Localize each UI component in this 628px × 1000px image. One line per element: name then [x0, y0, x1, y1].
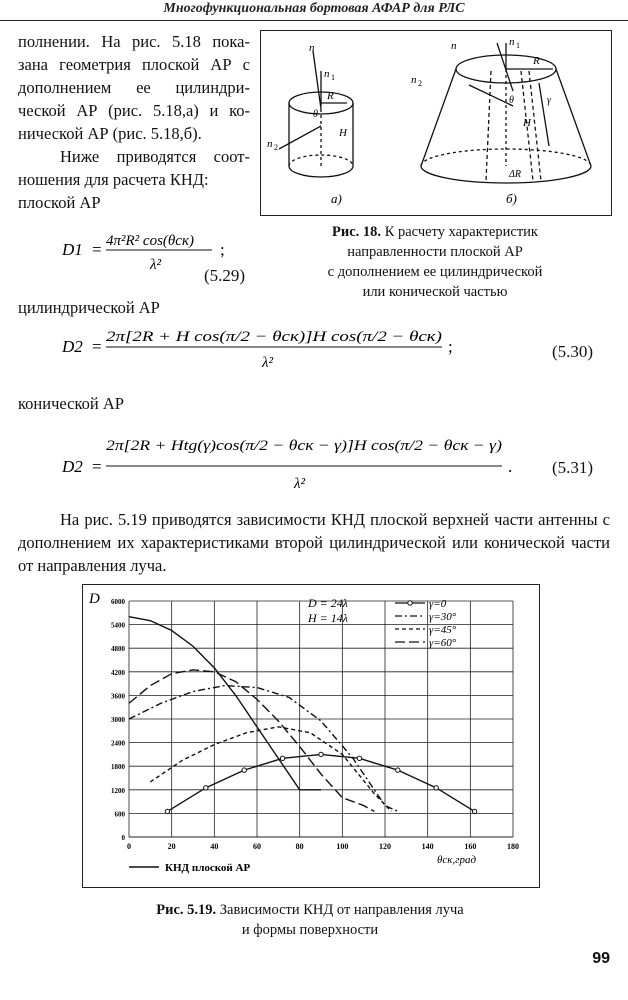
eq30-numerator: 2π[2R + H cos(π/2 − θск)]H cos(π/2 − θск)	[106, 329, 442, 345]
label-flat-array: плоской АР	[18, 193, 101, 212]
chart-legend-label: γ=30°	[429, 611, 457, 623]
chart-x-tick-label: 40	[210, 842, 219, 851]
eq30-equals: =	[92, 337, 102, 356]
chart-legend-label: γ=45°	[429, 624, 457, 636]
eq31-numerator: 2π[2R + Htg(γ)cos(π/2 − θск − γ)]H cos(π/2 − θск − γ)	[106, 438, 503, 454]
eq30-number: (5.30)	[552, 342, 594, 361]
cyl-h-label: H	[339, 127, 347, 139]
running-header: Многофункциональная бортовая АФАР для РЛС	[0, 0, 628, 21]
chart-y-tick-label: 3000	[111, 716, 125, 724]
chart-series-point	[434, 786, 438, 790]
eq31-lhs: D2	[62, 457, 83, 476]
eq30-denominator: λ²	[262, 355, 273, 371]
chart-x-tick-label: 140	[421, 842, 434, 851]
chart-series	[129, 617, 477, 814]
chart-series-point	[357, 756, 361, 760]
cone-array-drawing	[421, 43, 591, 183]
chart-x-tick-label: 80	[295, 842, 304, 851]
lead-paragraph-2: Ниже приводятся соот-ношения для расчета КНД:	[18, 147, 250, 189]
eq29-lhs: D1	[62, 240, 83, 259]
figure-5-19-caption-line1: Зависимости КНД от направления луча	[216, 902, 464, 918]
label-cylindrical-array: цилиндрической АР	[18, 298, 160, 317]
eq29-denominator: λ²	[150, 257, 161, 273]
cone-n1-sub: 1	[516, 41, 520, 50]
figure-18-caption-line1: К расчету характеристик	[381, 224, 538, 240]
chart-series-point	[165, 809, 169, 813]
chart-legend-label-flat: КНД плоской АР	[165, 862, 251, 874]
chart-x-label: θск,град	[437, 854, 477, 866]
chart-legend	[129, 598, 457, 874]
eq29-equals: =	[92, 240, 102, 259]
label-conical-array: конической АР	[18, 394, 124, 413]
chart-y-tick-label: 6000	[111, 598, 125, 606]
figure-5-19-caption	[100, 900, 520, 940]
figure-5-19-caption-number: Рис. 5.19.	[156, 902, 217, 918]
chart-x-tick-label: 0	[127, 842, 131, 851]
chart-y-tick-label: 5400	[111, 621, 125, 630]
eq31-denominator: λ²	[294, 476, 305, 492]
equation-5-30	[62, 322, 462, 379]
eq31-equals: =	[92, 457, 102, 476]
cone-delta-r-label: ΔR	[509, 169, 521, 180]
chart-series-line-0	[129, 617, 321, 790]
figure-18b-label: б)	[506, 191, 517, 206]
chart-series-point	[319, 752, 323, 756]
figure-5-19-caption-line2: и формы поверхности	[241, 922, 379, 938]
figure-18-caption-line4: или конической частью	[362, 284, 508, 300]
figure-18-caption-line2: направленности плоской АР	[347, 244, 523, 260]
chart-param-h: H = 14λ	[308, 611, 348, 625]
chart-y-zero-label: 0	[121, 834, 125, 842]
chart-param-d: D = 24λ	[308, 596, 348, 610]
cone-theta-label: θ	[509, 95, 514, 106]
cone-gamma-label: γ	[547, 95, 551, 106]
eq29-number: (5.29)	[204, 266, 246, 285]
chart-y-tick-label: 1200	[111, 786, 125, 795]
chart-series-point	[204, 786, 208, 790]
cyl-n2-sub: 2	[274, 143, 278, 152]
chart-x-tick-label: 160	[464, 842, 477, 851]
lead-text	[18, 30, 250, 214]
chart-series-line-3	[150, 727, 391, 812]
chart-y-tick-label: 600	[114, 810, 125, 819]
cone-n1-label: n	[509, 36, 515, 48]
chart-series-line-1	[167, 754, 474, 811]
figure-18-caption-line3: с дополнением ее цилиндрической	[327, 264, 543, 280]
chart-x-tick-label: 100	[336, 842, 349, 851]
body-paragraph: На рис. 5.19 приводятся зависимости КНД плоской верхней части антенны с дополнением их характеристиками второй цилиндрической или конической части от направления луча.	[18, 510, 610, 575]
figure-18-caption	[262, 222, 608, 302]
chart-legend-label: γ=0	[429, 598, 447, 610]
cone-n2-label: n	[411, 74, 417, 86]
cone-n2-sub: 2	[418, 79, 422, 88]
chart-series-point	[280, 756, 284, 760]
eq30-lhs: D2	[62, 337, 83, 356]
cyl-n2-label: n	[267, 138, 273, 150]
chart-series-point	[242, 768, 246, 772]
chart-series-line-2	[129, 686, 398, 812]
chart-y-tick-label: 4800	[111, 645, 125, 654]
cyl-r-label: R	[327, 90, 334, 102]
lead-paragraph-1: полнении. На рис. 5.18 пока-зана геометрия плоской АР с дополнением ее цилиндри-ческой АР (рис. 5.18,а) и ко-нической АР (рис. 5.18,б).	[18, 32, 250, 143]
eq29-numerator: 4π²R² cos(θск)	[106, 233, 194, 249]
cyl-n1-sub: 1	[331, 73, 335, 82]
chart-x-tick-label: 20	[167, 842, 176, 851]
chart-y-tick-label: 1800	[111, 763, 125, 772]
cyl-theta-label: θ	[313, 109, 318, 120]
chart-y-label: D	[89, 591, 100, 607]
chart-x-tick-label: 120	[379, 842, 391, 851]
eq31-tail: .	[508, 457, 513, 476]
chart-x-tick-label: 180	[507, 842, 519, 851]
chart-y-tick-label: 3600	[111, 692, 125, 701]
cyl-n-label: n	[309, 42, 315, 54]
chart-directivity	[83, 585, 539, 887]
chart-x-tick-label: 60	[253, 842, 261, 851]
figure-18-caption-number: Рис. 18.	[332, 224, 382, 240]
eq29-tail: ;	[220, 240, 225, 259]
figure-18-drawing	[261, 31, 611, 215]
cone-h-label: H	[523, 117, 531, 129]
chart-legend-marker	[408, 601, 412, 605]
cyl-n1-label: n	[324, 68, 330, 80]
figure-18	[260, 30, 612, 216]
cone-n-label: n	[451, 40, 457, 52]
chart-y-tick-label: 2400	[111, 739, 125, 748]
chart-series-point	[472, 809, 476, 813]
figure-5-19	[82, 584, 540, 888]
cone-r-label: R	[533, 55, 540, 67]
chart-legend-label: γ=60°	[429, 637, 457, 649]
equation-5-31	[62, 424, 522, 501]
eq31-number: (5.31)	[552, 458, 594, 477]
eq30-tail: ;	[448, 337, 453, 356]
page-number: 99	[592, 950, 610, 967]
chart-y-tick-label: 4200	[111, 668, 125, 677]
figure-18a-label: а)	[331, 191, 342, 206]
chart-series-point	[396, 768, 400, 772]
